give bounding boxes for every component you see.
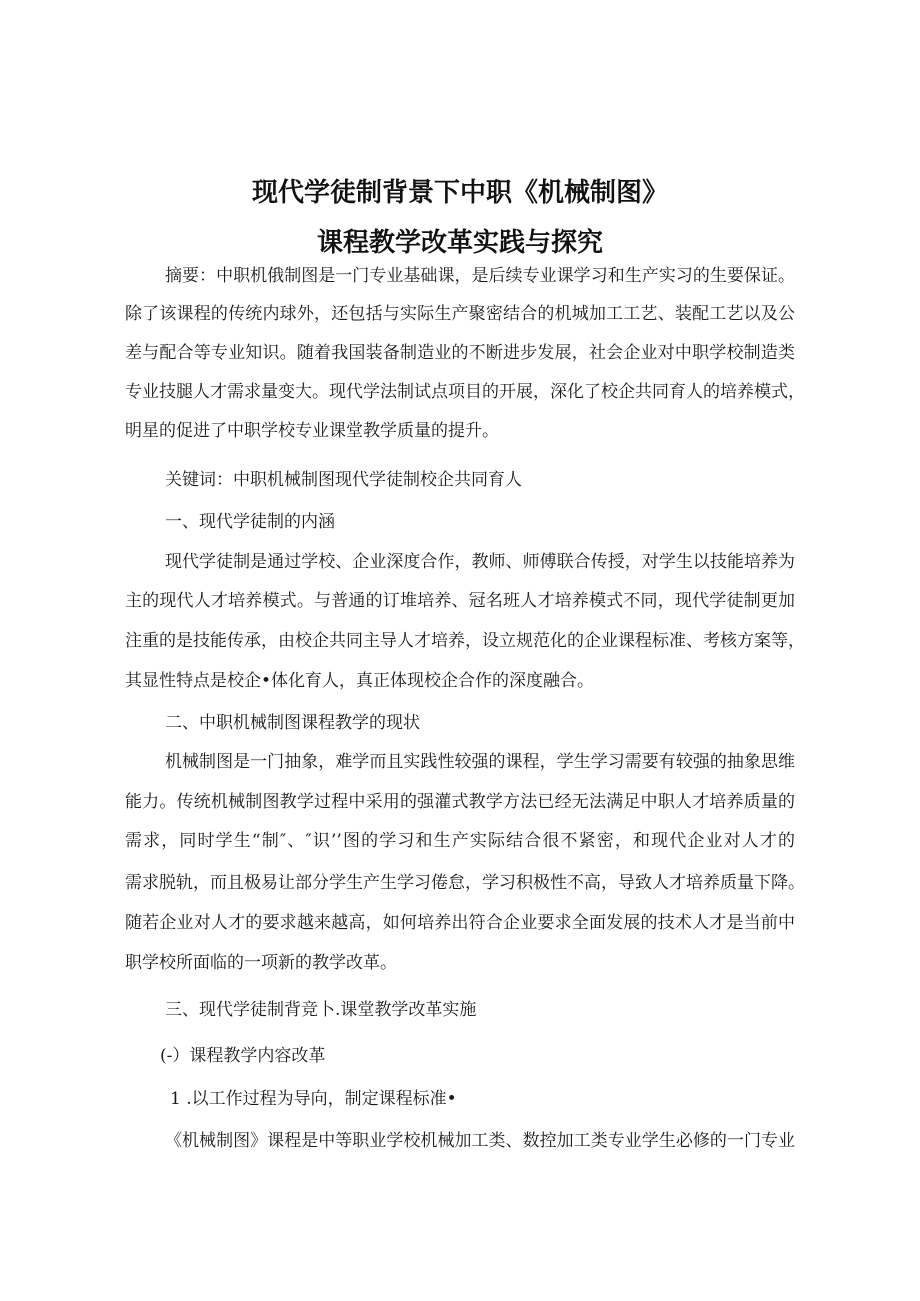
- section-1-line-4: 其显性特点是校企•体化育人，真正体现校企合作的深度融合。: [125, 671, 595, 691]
- section-1-line-2: 主的现代人才培养模式。与普通的订堆培养、冠名班人才培养模式不同，现代学徒制更加: [125, 591, 795, 611]
- abstract-line-2: 除了该课程的传统内球外，还包括与实际生产聚密结合的机城加工工艺、装配工艺以及公: [125, 304, 795, 324]
- section-2-line-4: 需求脱轨，而且极易让部分学生产生学习倦怠，学习积极性不高，导致人才培养质量下降。: [125, 873, 805, 893]
- abstract-line-1: 摘要：中职机俄制图是一门专业基础课，是后续专业课学习和生产实习的生要保证。: [165, 266, 795, 286]
- abstract-line-3: 差与配合等专业知识。随着我国装备制造业的不断进步发展，社会企业对中职学校制造类: [125, 343, 795, 363]
- title-line-2: 课程教学改革实践与探究: [316, 228, 603, 258]
- section-2-line-6: 职学校所面临的一项新的教学改革。: [125, 953, 397, 973]
- section-2-line-2: 能力。传统机械制图教学过程中采用的强灌式教学方法已经无法满足中职人才培养质量的: [125, 792, 795, 812]
- section-2-line-1: 机械制图是一门抽象，难学而且实践性较强的课程，学生学习需要有较强的抽象思维: [165, 752, 795, 772]
- section-1-line-3: 注重的是技能传承，由校企共同主导人才培养，设立规范化的企业课程标准、考核方案等，: [125, 631, 805, 651]
- title-line-1: 现代学徒制背景下中职《机械制图》: [251, 178, 668, 208]
- section-3-item-1: 1 .以工作过程为导向，制定课程标准•: [170, 1089, 457, 1109]
- abstract-line-5: 明星的促进了中职学校专业课堂教学质量的提升。: [125, 421, 499, 441]
- section-3-line-1: 《机械制图》课程是中等职业学校机械加工类、数控加工类专业学生必修的一门专业: [165, 1131, 795, 1151]
- section-1-heading: 一、现代学徒制的内涵: [165, 512, 335, 532]
- section-2-line-3: 需求，同时学生“制″、″识’’图的学习和生产实际结合很不紧密，和现代企业对人才的: [125, 831, 795, 851]
- section-2-heading: 二、中职机械制图课程教学的现状: [165, 713, 420, 733]
- section-2-line-5: 随若企业对人才的要求越来越高，如何培养出符合企业要求全面发展的技术人才是当前中: [125, 913, 795, 933]
- section-1-line-1: 现代学徒制是通过学校、企业深度合作，教师、师傅联合传授，对学生以技能培养为: [165, 552, 795, 572]
- keywords: 关键词：中职机械制图现代学徒制校企共同育人: [165, 470, 522, 490]
- section-3-heading: 三、现代学徒制背竞卜.课堂教学改革实施: [165, 1000, 477, 1020]
- section-3-subheading-1: (-）课程教学内容改革: [160, 1046, 326, 1066]
- abstract-line-4: 专业技腿人才需求量变大。现代学法制试点项目的开展，深化了校企共同育人的培养模式，: [125, 382, 805, 402]
